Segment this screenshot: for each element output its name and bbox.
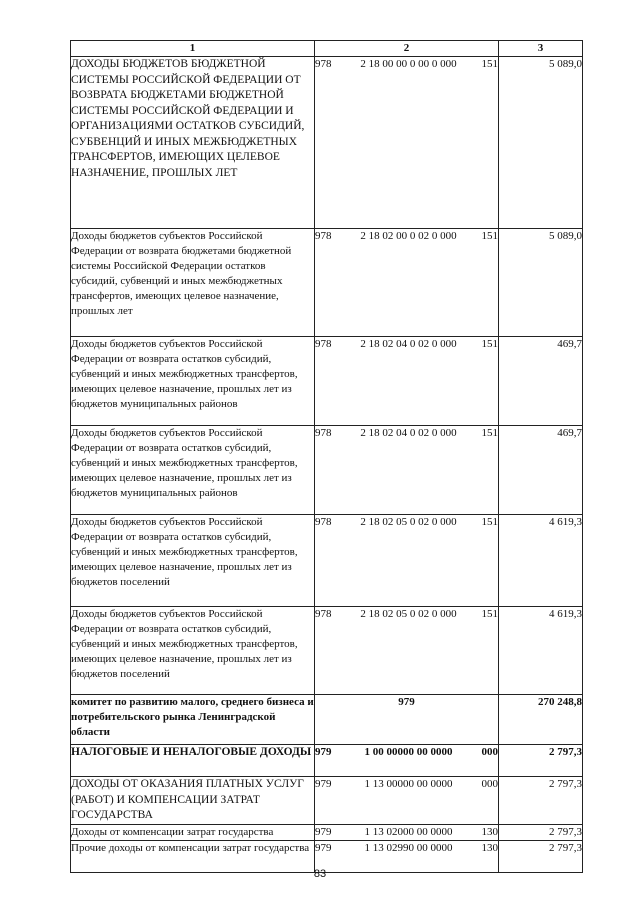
row-name: Доходы бюджетов субъектов Российской Федерации от возврата бюджетами бюджетной системы Российской Федерации остатков субсидий, субвенций и иных межбюджетных трансфертов, имеющих целевое назначение, прошлых лет — [71, 229, 315, 337]
subtype-code: 130 — [481, 842, 498, 854]
kbk-code: 2 18 00 00 0 00 0 000 — [360, 58, 457, 70]
row-amount: 270 248,8 — [499, 695, 583, 745]
row-code — [315, 825, 499, 841]
table-row — [71, 337, 583, 426]
subtype-code: 151 — [481, 230, 498, 242]
column-header-2: 2 — [315, 41, 499, 57]
row-amount: 4 619,3 — [499, 515, 583, 607]
row-name: ДОХОДЫ ОТ ОКАЗАНИЯ ПЛАТНЫХ УСЛУГ (РАБОТ) И КОМПЕНСАЦИИ ЗАТРАТ ГОСУДАРСТВА — [71, 777, 315, 825]
row-amount: 4 619,3 — [499, 607, 583, 695]
admin-code: 979 — [315, 778, 332, 790]
admin-code: 978 — [315, 608, 332, 620]
row-amount: 2 797,3 — [499, 745, 583, 777]
row-name: НАЛОГОВЫЕ И НЕНАЛОГОВЫЕ ДОХОДЫ — [71, 745, 315, 777]
admin-code: 978 — [315, 338, 332, 350]
table-row — [71, 229, 583, 337]
row-name: Доходы бюджетов субъектов Российской Федерации от возврата остатков субсидий, субвенций и иных межбюджетных трансфертов, имеющих целевое назначение, прошлых лет из бюджетов поселений — [71, 515, 315, 607]
admin-code: 978 — [315, 516, 332, 528]
revenue-table — [70, 40, 583, 873]
row-amount: 5 089,0 — [499, 229, 583, 337]
kbk-code: 2 18 02 05 0 02 0 000 — [360, 608, 457, 620]
subtype-code: 151 — [481, 516, 498, 528]
table-row — [71, 745, 583, 777]
subtype-code: 151 — [481, 58, 498, 70]
kbk-code: 1 13 00000 00 0000 — [364, 778, 453, 790]
admin-code: 979 — [315, 826, 332, 838]
row-code — [315, 57, 499, 229]
row-code — [315, 515, 499, 607]
subtype-code: 000 — [481, 746, 498, 758]
kbk-code: 1 13 02990 00 0000 — [364, 842, 453, 854]
admin-code: 979 — [315, 842, 332, 854]
row-name: Доходы бюджетов субъектов Российской Федерации от возврата остатков субсидий, субвенций и иных межбюджетных трансфертов, имеющих целевое назначение, прошлых лет из бюджетов муниципальных районов — [71, 337, 315, 426]
kbk-code: 1 13 02000 00 0000 — [364, 826, 453, 838]
row-name: комитет по развитию малого, среднего бизнеса и потребительского рынка Ленинградской области — [71, 695, 315, 745]
admin-code: 979 — [315, 746, 332, 758]
row-name: Доходы бюджетов субъектов Российской Федерации от возврата остатков субсидий, субвенций и иных межбюджетных трансфертов, имеющих целевое назначение, прошлых лет из бюджетов муниципальных районов — [71, 426, 315, 515]
admin-code: 978 — [315, 58, 332, 70]
column-header-1: 1 — [71, 41, 315, 57]
column-header-3: 3 — [499, 41, 583, 57]
row-amount: 2 797,3 — [499, 825, 583, 841]
row-code: 979 — [315, 695, 499, 745]
kbk-code: 2 18 02 04 0 02 0 000 — [360, 427, 457, 439]
row-amount: 469,7 — [499, 337, 583, 426]
subtype-code: 130 — [481, 826, 498, 838]
table-header-row — [71, 41, 583, 57]
kbk-code: 1 00 00000 00 0000 — [364, 746, 453, 758]
subtype-code: 151 — [481, 608, 498, 620]
kbk-code: 2 18 02 05 0 02 0 000 — [360, 516, 457, 528]
row-code — [315, 607, 499, 695]
page-number: 83 — [313, 868, 327, 880]
row-amount: 469,7 — [499, 426, 583, 515]
row-name: Доходы от компенсации затрат государства — [71, 825, 315, 841]
row-code — [315, 337, 499, 426]
kbk-code: 2 18 02 04 0 02 0 000 — [360, 338, 457, 350]
row-code — [315, 777, 499, 825]
row-code — [315, 426, 499, 515]
table-row — [71, 825, 583, 841]
subtype-code: 151 — [481, 427, 498, 439]
subtype-code: 151 — [481, 338, 498, 350]
table-row — [71, 695, 583, 745]
admin-code: 978 — [315, 427, 332, 439]
table-row — [71, 777, 583, 825]
row-amount: 5 089,0 — [499, 57, 583, 229]
row-amount: 2 797,3 — [499, 777, 583, 825]
kbk-code: 2 18 02 00 0 02 0 000 — [360, 230, 457, 242]
table-row — [71, 607, 583, 695]
table-row — [71, 426, 583, 515]
table-row — [71, 515, 583, 607]
subtype-code: 000 — [481, 778, 498, 790]
row-code — [315, 745, 499, 777]
table-row — [71, 57, 583, 229]
row-code — [315, 229, 499, 337]
row-name: ДОХОДЫ БЮДЖЕТОВ БЮДЖЕТНОЙ СИСТЕМЫ РОССИЙСКОЙ ФЕДЕРАЦИИ ОТ ВОЗВРАТА БЮДЖЕТАМИ БЮДЖЕТНОЙ СИСТЕМЫ РОССИЙСКОЙ ФЕДЕРАЦИИ И ОРГАНИЗАЦИЯМИ ОСТАТКОВ СУБСИДИЙ, СУБВЕНЦИЙ И ИНЫХ МЕЖБЮДЖЕТНЫХ ТРАНСФЕРТОВ, ИМЕЮЩИХ ЦЕЛЕВОЕ НАЗНАЧЕНИЕ, ПРОШЛЫХ ЛЕТ — [71, 57, 315, 229]
row-name: Прочие доходы от компенсации затрат государства — [71, 841, 315, 873]
row-amount: 2 797,3 — [499, 841, 583, 873]
admin-code: 978 — [315, 230, 332, 242]
row-name: Доходы бюджетов субъектов Российской Федерации от возврата остатков субсидий, субвенций и иных межбюджетных трансфертов, имеющих целевое назначение, прошлых лет из бюджетов поселений — [71, 607, 315, 695]
